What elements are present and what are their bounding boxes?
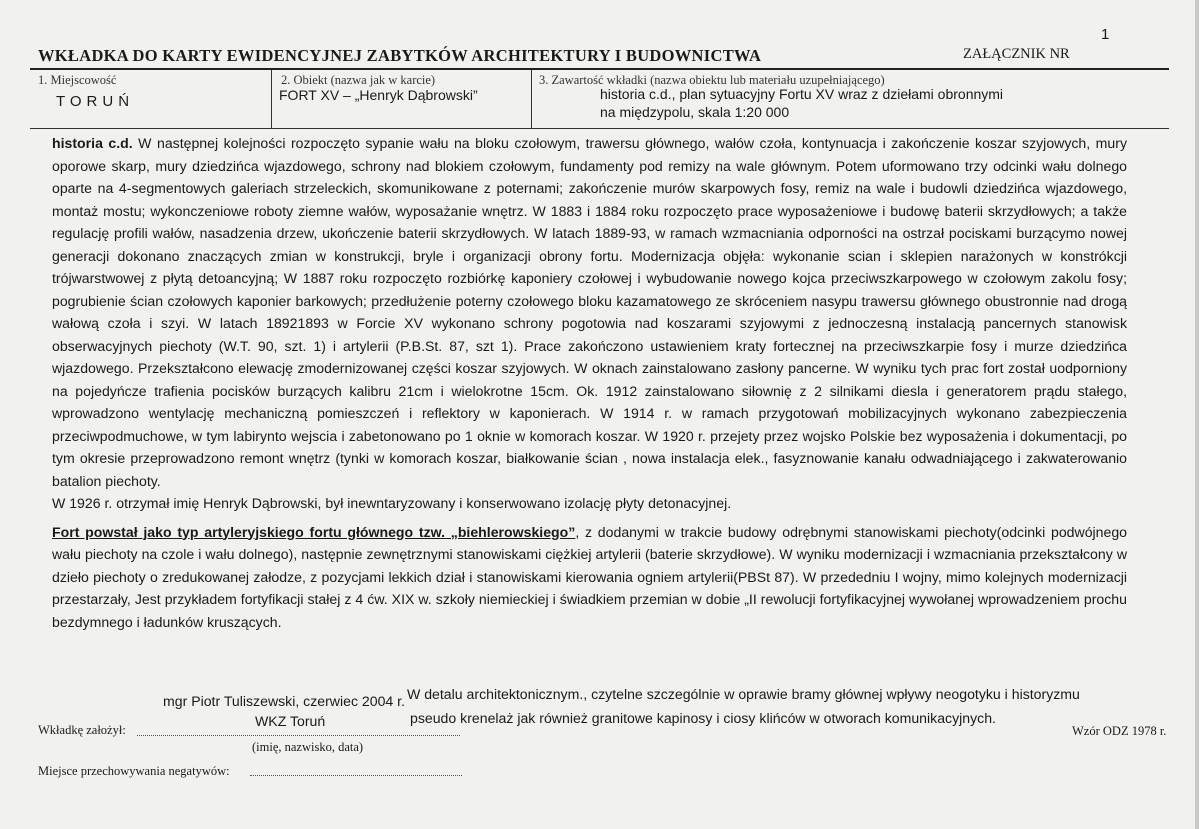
history-paragraph-2-text: , z dodanymi w trakcie budowy odrębnymi stanowiskami piechoty(odcinki podwójnego wału piechoty na czole i wału dolnego), następnie zewnętrznymi stanowiskami ciężkiej artylerii (baterie skrzydłowe). W wyniku modernizacji i wzmacniania przekształcony w dzieło piechoty o zredukowanej załodze, z pozycjami lekkich dział i stanowiskami kierowania ogniem artylerii(PBSt 87). W przededniu I wojny, mimo kolejnych modernizacji przestarzały, Jest przykładem fortyfikacji stałej z 4 ćw. XIX w. szkoły niemieckiej i świadkiem przemian w dobie „II rewolucji fortyfikacyjnej wywołanej wprowadzeniem prochu bezdymnego i ładunków kruszących. — [52, 523, 1128, 630]
annex-label: ZAŁĄCZNIK NR — [963, 46, 1070, 62]
history-paragraph-1 — [52, 132, 1127, 492]
history-text — [52, 132, 1127, 633]
header-rule — [30, 68, 1169, 70]
form-code: Wzór ODZ 1978 r. — [1072, 724, 1167, 738]
field-separator-1 — [271, 70, 272, 128]
locality-value: TORUŃ — [56, 93, 135, 110]
history-paragraph-1-tail: W 1926 r. otrzymał imię Henryk Dąbrowski, był inewntaryzowany i konserwowano izolację płyty detonacyjnej. — [52, 495, 732, 511]
fort-type-lead: Fort powstał jako typ artyleryjskiego fortu głównego tzw. „biehlerowskiego” — [52, 523, 576, 540]
detail-note-line2: pseudo krenelaż jak również granitowe kapinosy i ciosy klińców w otworach komunikacyjnych. — [410, 710, 996, 726]
founder-value: WKZ Toruń — [255, 713, 326, 729]
document-title: WKŁADKA DO KARTY EWIDENCYJNEJ ZABYTKÓW ARCHITEKTURY I BUDOWNICTWA — [38, 46, 762, 65]
fields-rule — [30, 128, 1169, 129]
history-paragraph-2 — [52, 521, 1127, 634]
negatives-line — [250, 775, 462, 776]
history-lead: historia c.d. — [52, 135, 133, 151]
page-number: 1 — [1101, 26, 1110, 43]
contents-value-line1: historia c.d., plan sytuacyjny Fortu XV wraz z dziełami obronnymi — [600, 86, 1004, 102]
negatives-label: Miejsce przechowywania negatywów: — [38, 764, 230, 778]
author-note: mgr Piotr Tuliszewski, czerwiec 2004 r. — [163, 693, 406, 709]
founder-line — [137, 735, 460, 736]
history-paragraph-1-text: W następnej kolejności rozpoczęto sypanie wału na bloku czołowym, trawersu głównego, wałów czoła, kontynuacja i zakończenie koszar szyjowych, mury oporowe skarp, mury dziedzińca wjazdowego, schrony nad blokiem czołowym, fundamenty pod remizy na wale głównym. Potem uformowano trzy odcinki wału dolnego oparte na 4-segmentowych galeriach strzeleckich, skomunikowane z poternami; zakończenie murów skarpowych fosy, remiz na wale i budowli dziedzińca wjazdowego, montaż mostu; wykonczeniowe roboty ziemne wałów, wyposażanie wnętrz. W 1883 i 1884 roku rozpoczęto prace wyposażeniowe i budowę baterii skrzydłowych; a także regulację profili wałów, nasadzenia drzew, ukończenie baterii skrzydłowych. W latach 1889-93, w ramach wzmacniania odporności na ostrzał pociskami burzącymo nowej generacji dokonano znaczących zmian w konstrukcji, bryle i organizacji obrony fortu. Modernizacja objęła: wykonanie scian i sklepien narażonych w konstrókcji trójwarstwowej z płytą detoancyjną; W 1887 roku rozpoczęto rozbiórkę kaponiery czołowej i wybudowanie nowego kojca przeciwszkarpowego w czołowym zakolu fosy; pogrubienie ścian czołowych kaponier barkowych; przedłużenie poterny czołowego bloku kazamatowego ze skróceniem nasypu trawersu głównego obustronnie nad drogą wałową czoła i szyi. W latach 18921893 w Forcie XV wykonano schrony pogotowia nad koszarami szyjowymi z jednoczesną instalacją pancernych stanowisk obserwacyjnych piechoty (W.T. 90, szt. 1) i artylerii (P.B.St. 87, szt 1). Prace zakończono ustawieniem kraty fortecznej na przeciwszkarpie fosy i murze dziedzińca wjazdowego. Przekształcono elewację zmodernizowanej części koszar szyjowych. W oknach zainstalowano zasłony pancerne. W wyniku tych prac fort został uodporniony na pojedyńcze trafienia pocisków burzących kalibru 21cm i wielokrotne 15cm. Ok. 1912 zainstalowano siłownię z 2 silnikami diesla i generatorem prądu stałego, wprowadzono wentylację mechaniczną pomieszczeń i reflektory w kaponierach. W 1914 r. w ramach przygotowań mobilizacyjnych wykonano zabezpieczenia przeciwpodmuchowe, w tym labirynto wejscia i zabetonowano po 1 oknie w komorach koszar. W 1920 r. przejety przez wojsko Polskie bez wyposażenia i dokumentacji, po tym okresie przeprowadzono remont wnętrz (tynki w komorach koszar, białkowanie ścian , nowa instalacja elek., fasyznowanie kanału odwadniającego i zakwaterowanio batalion piechoty. — [52, 135, 1127, 489]
object-label: 2. Obiekt (nazwa jak w karcie) — [281, 73, 436, 87]
founder-hint: (imię, nazwisko, data) — [252, 740, 364, 754]
locality-label: 1. Miejscowość — [38, 73, 117, 87]
contents-label: 3. Zawartość wkładki (nazwa obiektu lub materiału uzupełniającego) — [539, 73, 885, 87]
detail-note-line1: W detalu architektonicznym., czytelne szczególnie w oprawie bramy głównej wpływy neogotyku i historyzmu — [407, 686, 1080, 702]
founder-label: Wkładkę założył: — [38, 723, 126, 737]
object-value: FORT XV – „Henryk Dąbrowski” — [279, 87, 478, 103]
field-separator-2 — [531, 70, 532, 128]
contents-value-line2: na międzypolu, skala 1:20 000 — [600, 104, 790, 120]
